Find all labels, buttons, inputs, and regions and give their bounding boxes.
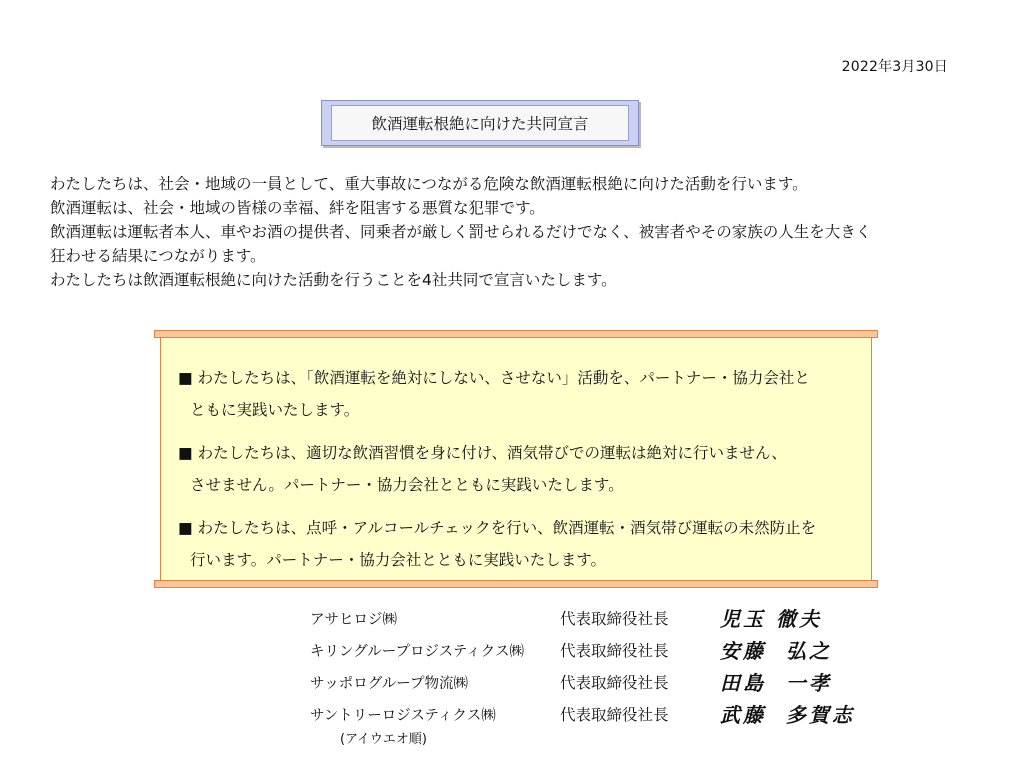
intro-line: 飲酒運転は、社会・地域の皆様の幸福、絆を阻害する悪質な犯罪です。	[50, 199, 545, 217]
signatory-row	[310, 635, 910, 667]
company-name: アサヒロジ㈱	[310, 612, 397, 628]
title-banner	[321, 100, 639, 146]
scroll-top-bar	[154, 330, 878, 338]
intro-line: 飲酒運転は運転者本人、車やお酒の提供者、同乗者が厳しく罰せられるだけでなく、被害者やその家族の人生を大きく	[50, 223, 872, 241]
pledge-list	[178, 362, 868, 587]
signatory-row	[310, 699, 910, 731]
document-title: 飲酒運転根絶に向けた共同宣言	[331, 105, 629, 141]
signatory-row	[310, 667, 910, 699]
pledge-line: させません。パートナー・協力会社とともに実践いたします。	[190, 476, 624, 494]
intro-line: わたしたちは飲酒運転根絶に向けた活動を行うことを4社共同で宣言いたします。	[50, 271, 617, 289]
company-name: サントリーロジスティクス㈱	[310, 708, 496, 724]
signatory-list	[310, 603, 910, 731]
pledge-item	[178, 437, 868, 501]
order-note: (アイウエオ順)	[340, 732, 427, 747]
executive-title: 代表取締役社長	[560, 706, 669, 724]
intro-line: わたしたちは、社会・地域の一員として、重大事故につながる危険な飲酒運転根絶に向けた活動を行います。	[50, 175, 808, 193]
pledge-line: ともに実践いたします。	[190, 401, 360, 419]
signature: 田島 一孝	[720, 671, 832, 695]
executive-title: 代表取締役社長	[560, 610, 669, 628]
signature: 児玉 徹夫	[720, 607, 822, 631]
pledge-line: ■ わたしたちは、適切な飲酒習慣を身に付け、酒気帯びでの運転は絶対に行いません、	[178, 444, 787, 462]
pledge-item	[178, 362, 868, 426]
pledge-line: ■ わたしたちは、点呼・アルコールチェックを行い、飲酒運転・酒気帯び運転の未然防止を	[178, 519, 817, 537]
company-name: サッポログループ物流㈱	[310, 676, 469, 692]
signatory-row	[310, 603, 910, 635]
pledge-line: ■ わたしたちは、「飲酒運転を絶対にしない、させない」活動を、パートナー・協力会社と	[178, 369, 810, 387]
company-name: キリングループロジスティクス㈱	[310, 644, 525, 660]
executive-title: 代表取締役社長	[560, 642, 669, 660]
signature: 武藤 多賀志	[720, 703, 855, 727]
pledge-item	[178, 512, 868, 576]
executive-title: 代表取締役社長	[560, 674, 669, 692]
signature: 安藤 弘之	[720, 639, 832, 663]
pledge-scroll	[154, 330, 878, 588]
scroll-body	[160, 338, 872, 580]
scroll-bottom-bar	[154, 580, 878, 588]
pledge-line: 行います。パートナー・協力会社とともに実践いたします。	[190, 551, 607, 569]
date: 2022年3月30日	[841, 59, 948, 75]
intro-text	[50, 172, 985, 292]
intro-line: 狂わせる結果につながります。	[50, 247, 266, 265]
